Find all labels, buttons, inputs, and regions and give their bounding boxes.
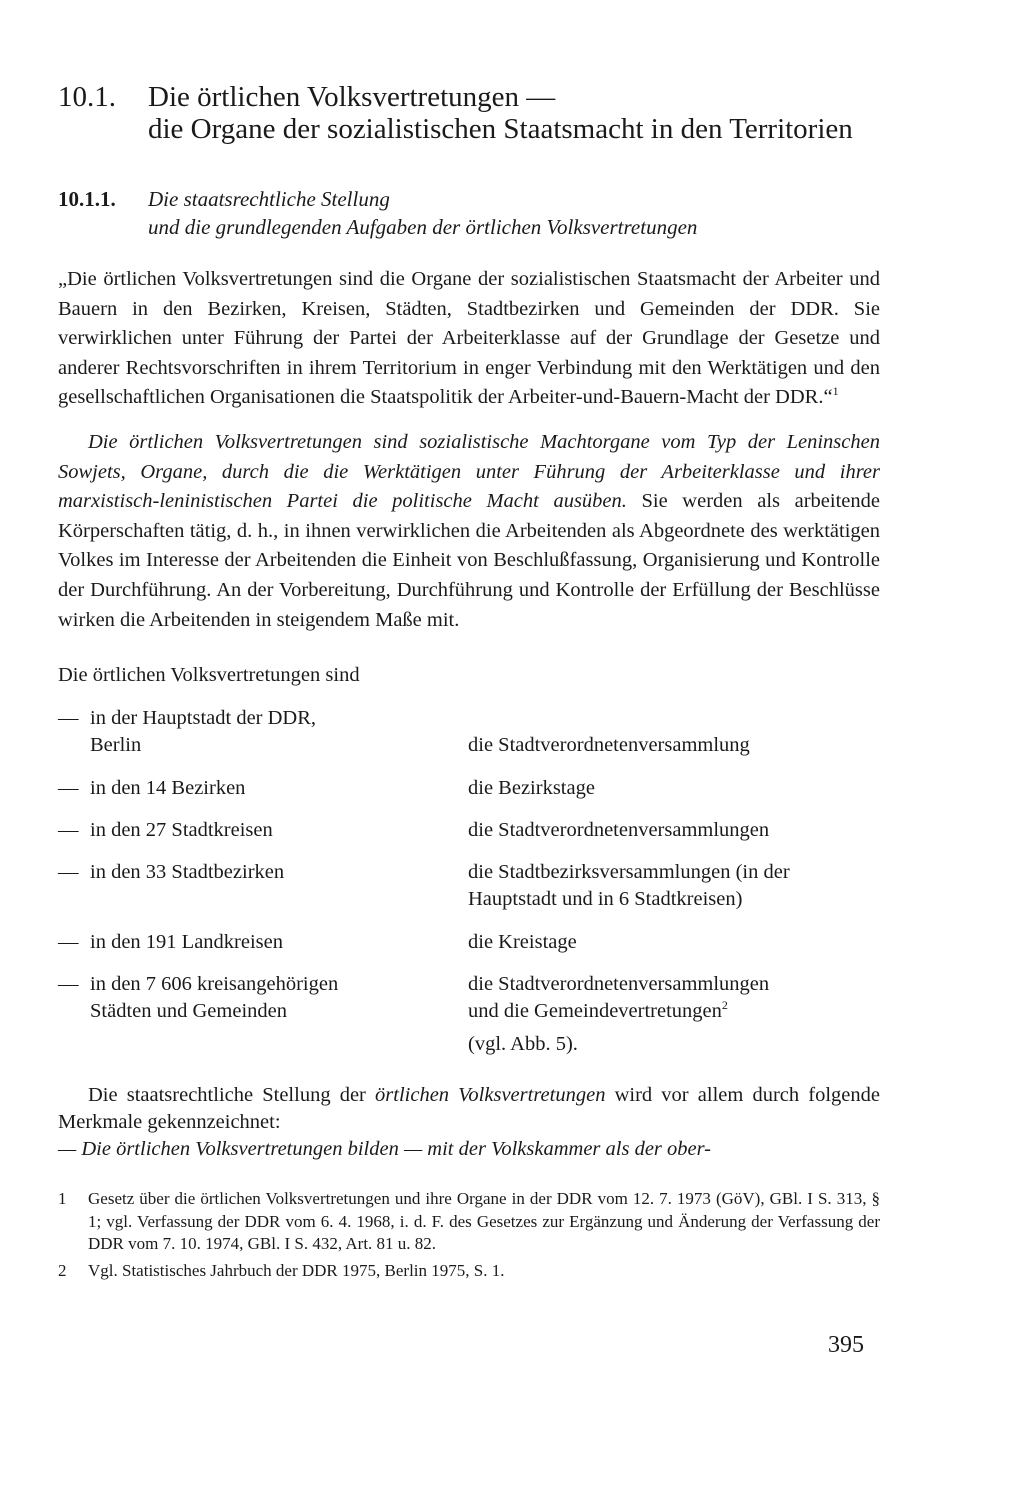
section-number: 10.1. [58, 81, 116, 113]
list-item-right: die Bezirkstage [468, 777, 595, 799]
list-dash: — [58, 707, 79, 729]
subsection-number: 10.1.1. [58, 187, 116, 211]
section-title-line-2: die Organe der sozialistischen Staatsmacht in den Territorien [148, 113, 853, 145]
list-dash: — [58, 861, 79, 883]
paragraph-3-dash-line: — Die örtlichen Volksvertretungen bilden — mit der Volkskammer als der ober- [58, 1138, 712, 1160]
list-dash: — [58, 819, 79, 841]
paragraph-1-text: „Die örtlichen Volksvertretungen sind die Organe der sozialistischen Staatsmacht der Arbeiter und Bauern in den Bezirken, Kreisen, Städten, Stadtbezirken und Gemeinden der DDR. Sie verwirklichen unter Führung der Partei der Arbeiterklasse auf der Grundlage der Gesetze und anderer Rechtsvorschriften in ihrem Territorium in enger Verbindung mit den Werktätigen und den gesellschaftlichen Organisationen die Staatspolitik der Arbeiter-und-Bauern-Macht der DDR.“ [58, 268, 880, 409]
subsection-title-line-2: und die grundlegenden Aufgaben der örtlichen Volksvertretungen [148, 215, 698, 239]
list-item-left-2: Berlin [90, 734, 142, 756]
list-intro: Die örtlichen Volksvertretungen sind [58, 664, 360, 686]
footnotes [58, 1188, 880, 1286]
footnote-number: 2 [58, 1260, 67, 1280]
footnote [58, 1188, 880, 1256]
footnote-ref-2: 2 [721, 998, 728, 1013]
list-item-right-2: und die Gemeindevertretungen [468, 1000, 722, 1022]
paragraph-3-text-b: wird vor allem durch folgende Merkmale gekennzeichnet: [58, 1084, 880, 1133]
list-item-right: die Stadtverordnetenversammlung [468, 734, 750, 756]
list-item-right: die Stadtbezirksversammlungen (in der [468, 861, 790, 883]
list-dash: — [58, 777, 79, 799]
list-item-left: in den 191 Landkreisen [90, 931, 283, 953]
paragraph-3-text-a: Die staatsrechtliche Stellung der [88, 1084, 376, 1106]
list-item-left: in den 7 606 kreisangehörigen [90, 973, 339, 995]
list-item-left: in der Hauptstadt der DDR, [90, 707, 317, 729]
paragraph-quote [58, 265, 880, 413]
footnote [58, 1260, 880, 1283]
footnote-number: 1 [58, 1189, 67, 1208]
list-item-left-2: Städten und Gemeinden [90, 1000, 287, 1022]
section-title-line-1: Die örtlichen Volksvertretungen — [148, 81, 556, 113]
footnote-text: Gesetz über die örtlichen Volksvertretungen und ihre Organe in der DDR vom 12. 7. 1973 (GöV), GBl. I S. 313, § 1; vgl. Verfassung der DDR vom 6. 4. 1968, i. d. F. des Gesetzes zur Ergänzung und Änderung der Verfassung der DDR vom 7. 10. 1974, GBl. I S. 432, Art. 81 u. 82. [88, 1189, 880, 1253]
footnote-ref-1: 1 [832, 384, 839, 399]
list-item-right: die Stadtverordnetenversammlungen [468, 973, 770, 995]
list-item-left: in den 27 Stadtkreisen [90, 819, 273, 841]
paragraph-3-italic: örtlichen Volksvertretungen [375, 1084, 606, 1106]
footnote-text: Vgl. Statistisches Jahrbuch der DDR 1975, Berlin 1975, S. 1. [88, 1260, 505, 1280]
list-dash: — [58, 973, 79, 995]
figure-reference: (vgl. Abb. 5). [468, 1033, 578, 1055]
list-dash: — [58, 931, 79, 953]
list-item-left: in den 14 Bezirken [90, 777, 246, 799]
list-item-right-2: Hauptstadt und in 6 Stadtkreisen) [468, 888, 743, 910]
paragraph-2-text: Sie werden als arbeitende Körperschaften tätig, d. h., in ihnen verwirklichen die Arbeitenden als Abgeordnete des werktätigen Volkes im Interesse der Arbeitenden die Einheit von Beschlußfassung, Organisierung und Kontrolle der Durchführung. An der Vorbereitung, Durchführung und Kontrolle der Erfüllung der Beschlüsse wirken die Arbeitenden in steigendem Maße mit. [58, 490, 880, 631]
list-item-left: in den 33 Stadtbezirken [90, 861, 285, 883]
subsection-title-line-1: Die staatsrechtliche Stellung [148, 187, 390, 211]
paragraph-2 [58, 428, 880, 635]
list-item-right: die Kreistage [468, 931, 577, 953]
paragraph-3 [58, 1082, 880, 1163]
paragraph-2-italic: Die örtlichen Volksvertretungen sind sozialistische Machtorgane vom Typ der Leninschen Sowjets, Organe, durch die die Werktätigen unter Führung der Arbeiterklasse und ihrer marxistisch-leninistischen Partei die politische Macht ausüben. [58, 431, 880, 513]
list-item-right: die Stadtverordnetenversammlungen [468, 819, 770, 841]
page-number: 395 [828, 1332, 864, 1358]
